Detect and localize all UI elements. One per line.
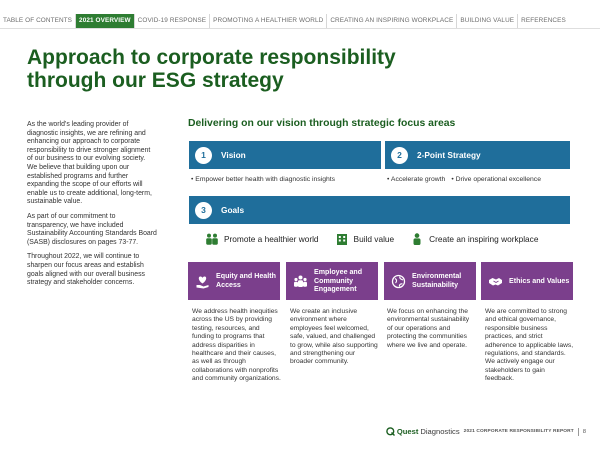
person-icon xyxy=(410,233,424,245)
intro-text xyxy=(27,121,157,294)
strategy-number: 2 xyxy=(391,147,408,164)
vision-bullet: • Empower better health with diagnostic insights xyxy=(191,176,335,183)
strategy-bar xyxy=(385,141,570,169)
tab-table-of-contents[interactable]: TABLE OF CONTENTS xyxy=(0,14,76,28)
nav-divider xyxy=(0,28,600,29)
focus-engagement-header xyxy=(286,262,378,300)
strategy-bullet-excellence: • Drive operational excellence xyxy=(451,176,541,183)
focus-engagement-title: Employee and Community Engagement xyxy=(314,268,363,294)
focus-equity-text: We address health inequities across the US by providing testing, resources, and funding to programs that address disparities in healthcare and their causes, as well as through collaborations with nonprofits and community organizations. xyxy=(192,308,281,383)
handshake-icon xyxy=(488,274,503,289)
building-icon xyxy=(335,233,349,245)
focus-environment-header xyxy=(384,262,476,300)
goal-healthier-world xyxy=(205,233,319,245)
strategy-bullets xyxy=(387,176,541,183)
tab-references[interactable]: REFERENCES xyxy=(521,17,566,24)
vision-number: 1 xyxy=(195,147,212,164)
page-number: 8 xyxy=(582,428,586,435)
focus-ethics-text: We are committed to strong and ethical governance, responsible business practices, and strict adherence to applicable laws, regulations, and standards. We actively engage our stakeholders to gain feedback. xyxy=(485,308,574,383)
section-heading: Delivering on our vision through strategic focus areas xyxy=(188,118,456,129)
page-title: Approach to corporate responsibility through our ESG strategy xyxy=(27,46,396,92)
goals-label: Goals xyxy=(221,205,245,215)
goal-inspiring-workplace xyxy=(410,233,538,245)
tab-2021-overview[interactable]: 2021 OVERVIEW xyxy=(76,14,135,28)
tab-covid-19-response[interactable]: COVID-19 RESPONSE xyxy=(135,14,210,28)
focus-ethics-header xyxy=(481,262,573,300)
goal-build-value xyxy=(335,233,395,245)
goals-number: 3 xyxy=(195,202,212,219)
tab-promoting-a-healthier-world[interactable]: PROMOTING A HEALTHIER WORLD xyxy=(210,14,327,28)
focus-environment-text: We focus on enhancing the environmental sustainability of our operations and protecting the communities where we live and operate. xyxy=(387,308,470,349)
tab-building-value[interactable]: BUILDING VALUE xyxy=(457,14,518,28)
strategy-label: 2-Point Strategy xyxy=(417,150,481,160)
group-icon xyxy=(293,274,308,289)
quest-logo xyxy=(386,427,460,436)
footer-divider xyxy=(578,428,579,436)
top-navigation xyxy=(0,14,600,28)
intro-paragraph: As the world’s leading provider of diagnostic insights, we are refining and enhancing our approach to corporate responsibility to drive stronger alignment of our business to our evolving society. We believe that building upon our established programs and further expanding the scope of our efforts will enable us to create additional, long-term, sustainable value. xyxy=(27,121,152,206)
focus-equity-header xyxy=(188,262,280,300)
vision-bullets xyxy=(191,176,335,183)
strategy-bullet-growth: • Accelerate growth xyxy=(387,176,445,183)
report-name: 2021 CORPORATE RESPONSIBILITY REPORT xyxy=(463,429,574,434)
logo-diagnostics: Diagnostics xyxy=(420,427,460,436)
goal-inspiring-workplace-label: Create an inspiring workplace xyxy=(429,234,539,244)
vision-label: Vision xyxy=(221,150,246,160)
outlook-paragraph: Throughout 2022, we will continue to sharpen our focus areas and establish goals aligned with our overall business strategy and stakeholder concerns. xyxy=(27,253,145,287)
goal-healthier-world-label: Promote a healthier world xyxy=(224,234,319,244)
footer xyxy=(386,427,586,436)
goals-row xyxy=(205,233,575,245)
focus-environment-title: Environmental Sustainability xyxy=(412,272,462,289)
globe-icon xyxy=(391,274,406,289)
focus-ethics-title: Ethics and Values xyxy=(509,276,570,285)
goals-bar xyxy=(189,196,570,224)
people-icon xyxy=(205,233,219,245)
sasb-paragraph: As part of our commitment to transparency, we have included Sustainability Accounting Standards Board (SASB) disclosures on pages 73-77. xyxy=(27,212,157,246)
logo-quest: Quest xyxy=(396,427,419,436)
tab-creating-an-inspiring-workplace[interactable]: CREATING AN INSPIRING WORKPLACE xyxy=(327,14,457,28)
goal-build-value-label: Build value xyxy=(353,234,395,244)
heart-hand-icon xyxy=(195,274,210,289)
quest-logo-icon xyxy=(386,427,395,436)
vision-bar xyxy=(189,141,381,169)
focus-equity-title: Equity and Health Access xyxy=(216,272,276,289)
focus-engagement-text: We create an inclusive environment where employees feel welcomed, safe, valued, and challenged to grow, while also supporting and strengthening our broader community. xyxy=(290,308,378,366)
